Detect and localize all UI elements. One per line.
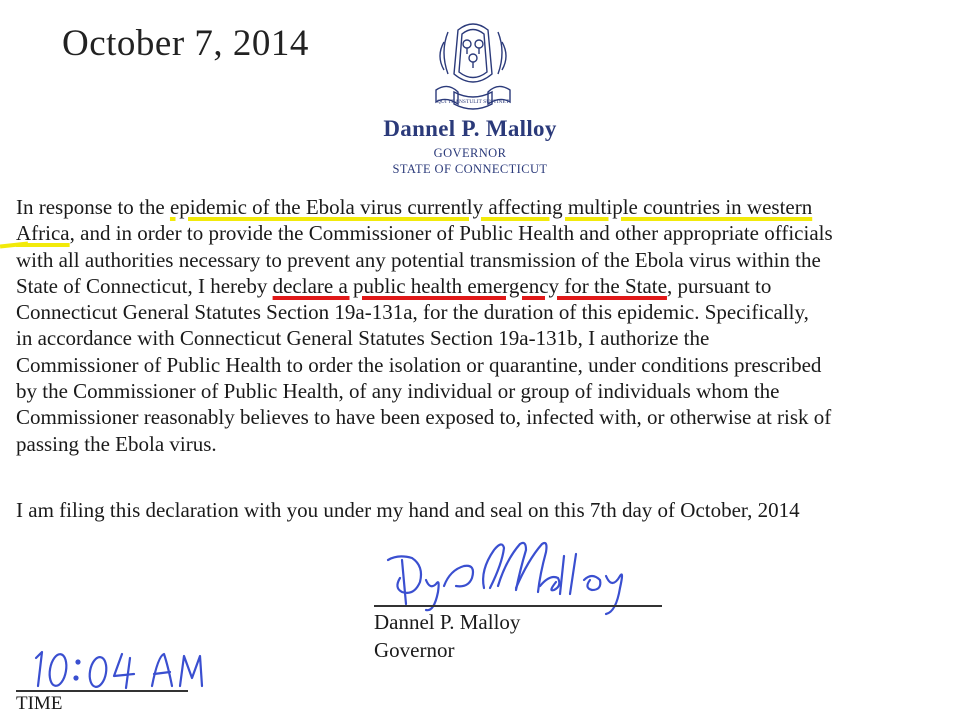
body-line: by the Commissioner of Public Health, of any individual or group of individuals whom the — [16, 379, 780, 404]
handwritten-signature — [380, 530, 680, 620]
red-highlight: declare a public health emergency for the State — [272, 273, 667, 298]
signature-line — [374, 605, 662, 607]
time-label: TIME — [16, 693, 63, 714]
body-line: Commissioner of Public Health to order the isolation or quarantine, under conditions prescribed — [16, 352, 822, 377]
body-line: Africa, and in order to provide the Commissioner of Public Health and other appropriate officials — [16, 221, 833, 246]
body-line: Connecticut General Statutes Section 19a-131a, for the duration of this epidemic. Specifically, — [16, 300, 809, 325]
body-line: In response to the epidemic of the Ebola virus currently affecting multiple countries in western — [16, 195, 813, 219]
letterhead-state: STATE OF CONNECTICUT — [392, 162, 548, 176]
body-line: State of Connecticut, I hereby declare a public health emergency for the State, pursuant to — [16, 273, 772, 298]
body-line: in accordance with Connecticut General Statutes Section 19a-131b, I authorize the — [16, 326, 710, 351]
state-seal-icon — [418, 12, 528, 122]
yellow-highlight: Africa — [16, 221, 70, 246]
letterhead-name: Dannel P. Malloy — [383, 116, 557, 141]
time-line — [16, 690, 188, 692]
filing-statement: I am filing this declaration with you under my hand and seal on this 7th day of October, 2014 — [16, 498, 800, 522]
body-line: with all authorities necessary to prevent any potential transmission of the Ebola virus within the — [16, 247, 821, 272]
letterhead-title: GOVERNOR — [433, 146, 507, 160]
handwritten-time — [30, 646, 210, 696]
signer-name: Dannel P. Malloy — [374, 610, 521, 634]
letterhead — [340, 116, 600, 177]
declaration-date: October 7, 2014 — [62, 23, 309, 64]
body-line: passing the Ebola virus. — [16, 431, 217, 456]
yellow-highlight: epidemic of the Ebola virus currently affecting multiple countries in western — [169, 195, 813, 219]
svg-text:QUI TRANSTULIT SUSTINET: QUI TRANSTULIT SUSTINET — [436, 99, 510, 105]
declaration-body — [16, 194, 946, 457]
signer-title: Governor — [374, 638, 455, 662]
body-line: Commissioner reasonably believes to have been exposed to, infected with, or otherwise at risk of — [16, 405, 832, 430]
